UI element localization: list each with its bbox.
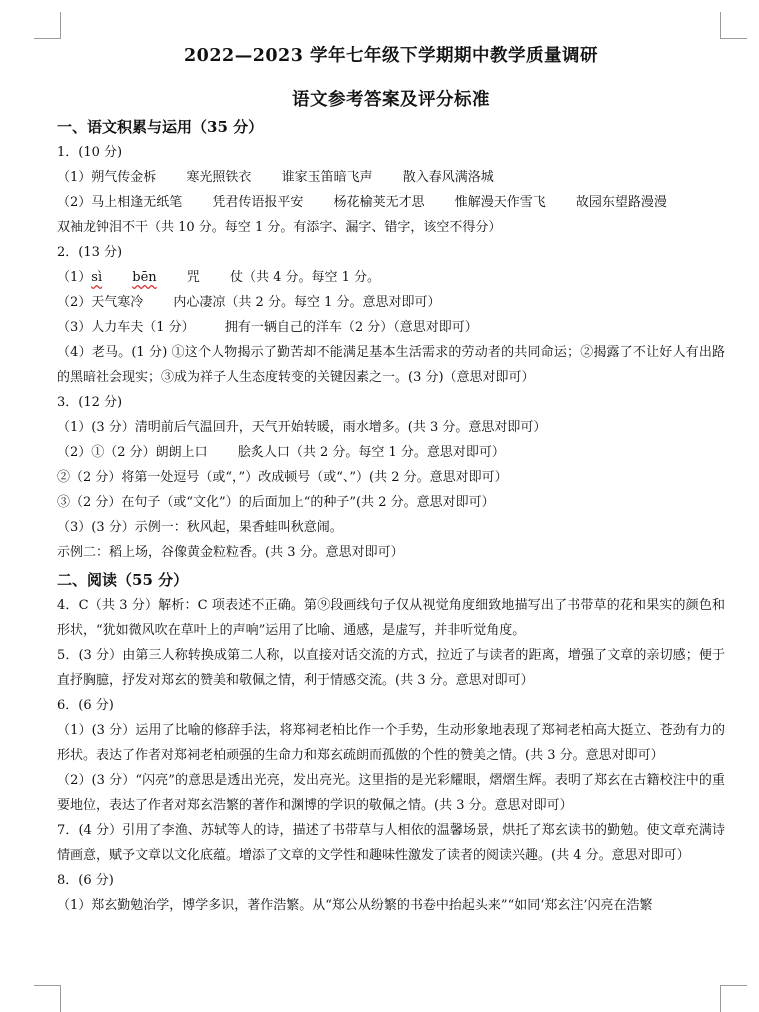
answer-item: 寒光照铁衣 [186, 170, 252, 185]
q2-heading: 2．(13 分) [57, 245, 123, 260]
crop-mark-bottom-left [34, 985, 61, 1012]
answer-item: 仗（共 4 分。每空 1 分。 [229, 270, 381, 285]
answer-item: 谁家玉笛暗飞声 [281, 170, 373, 185]
answer-item: 散入春风满洛城 [402, 170, 494, 185]
section-heading-1: 一、语文积累与运用（35 分） [57, 118, 264, 136]
answer-item: 凭君传语报平安 [212, 195, 304, 210]
document-page [57, 44, 725, 918]
q3-line-1: （1）(3 分）清明前后气温回升，天气开始转暖，雨水增多。(共 3 分。意思对即可） [57, 420, 547, 435]
crop-mark-top-right [720, 12, 747, 39]
document-subtitle: 语文参考答案及评分标准 [292, 90, 490, 110]
pinyin-answer: bēn [132, 270, 157, 285]
section-heading-2: 二、阅读（55 分） [57, 571, 189, 589]
answer-item: 故园东望路漫漫 [575, 195, 667, 210]
crop-mark-bottom-right [720, 985, 747, 1012]
q7-paragraph: 7．(4 分）引用了李渔、苏轼等人的诗，描述了书带草与人相依的温馨场景，烘托了郑玄读书的勤勉。使文章充满诗情画意，赋予文章以文化底蕴。增添了文章的文学性和趣味性激发了读者的阅读兴趣。(共 4 分。意思对即可） [57, 823, 725, 863]
answer-item: 杨花榆荚无才思 [333, 195, 425, 210]
q8-paragraph-1: （1）郑玄勤勉治学，博学多识，著作浩繁。从“郑公从纷繁的书卷中抬起头来”“如同‘郑玄注’闪亮在浩繁 [57, 898, 653, 913]
q1-heading: 1．(10 分) [57, 145, 123, 160]
q6-heading: 6．(6 分) [57, 698, 114, 713]
q1-line-1 [57, 165, 725, 190]
answer-item: 拥有一辆自己的洋车（2 分）（意思对即可） [224, 320, 478, 335]
answer-item: （2）天气寒冷 [57, 295, 144, 310]
q3-heading: 3．(12 分) [57, 395, 123, 410]
pinyin-answer: sì [91, 270, 103, 285]
q2-line-1 [57, 265, 725, 290]
q1-line-3: 双袖龙钟泪不干（共 10 分。每空 1 分。有添字、漏字、错字，该空不得分） [57, 220, 502, 235]
answer-item: 惟解漫天作雪飞 [454, 195, 546, 210]
q6-paragraph-1: （1）(3 分）运用了比喻的修辞手法，将郑祠老柏比作一个手势，生动形象地表现了郑祠老柏高大挺立、苍劲有力的形状。表达了作者对郑祠老柏顽强的生命力和郑玄疏朗而孤傲的个性的赞美之情。(共 3 分。意思对即可） [57, 723, 725, 763]
q2-line-2 [57, 290, 725, 315]
q5-paragraph: 5．(3 分）由第三人称转换成第二人称，以直接对话交流的方式，拉近了与读者的距离，增强了文章的亲切感；便于直抒胸臆，抒发对郑玄的赞美和敬佩之情，利于情感交流。(共 3 分。意思对即可） [57, 648, 725, 688]
answer-item: 咒 [186, 270, 200, 285]
q6-paragraph-2: （2）(3 分）“闪亮”的意思是透出光亮，发出亮光。这里指的是光彩耀眼，熠熠生辉。表明了郑玄在古籍校注中的重要地位，表达了作者对郑玄浩繁的著作和渊博的学识的敬佩之情。(共 3 分。意思对即可） [57, 773, 725, 813]
item-label: （1） [57, 270, 92, 285]
answer-item: （2）马上相逢无纸笔 [57, 195, 183, 210]
q2-paragraph-4: （4）老马。(1 分) ①这个人物揭示了勤苦却不能满足基本生活需求的劳动者的共同命运；②揭露了不让好人有出路的黑暗社会现实；③成为祥子人生态度转变的关键因素之一。(3 分)（意思对即可） [57, 345, 725, 385]
q3-line-4: ③（2 分）在句子（或“文化”）的后面加上“的种子”(共 2 分。意思对即可） [57, 495, 495, 510]
q2-line-3 [57, 315, 725, 340]
q8-heading: 8．(6 分) [57, 873, 114, 888]
q3-line-5: （3）(3 分）示例一：秋风起，果香蛙叫秋意闹。 [57, 520, 343, 535]
answer-item: （1）朔气传金柝 [57, 170, 157, 185]
q3-line-6: 示例二：稻上场，谷像黄金粒粒香。(共 3 分。意思对即可） [57, 545, 404, 560]
q1-line-2 [57, 190, 725, 215]
answer-item: 脍炙人口（共 2 分。每空 1 分。意思对即可） [237, 445, 505, 460]
q3-line-2 [57, 440, 725, 465]
q4-paragraph: 4．C（共 3 分）解析：C 项表述不正确。第⑨段画线句子仅从视觉角度细致地描写出了书带草的花和果实的颜色和形状，“犹如微风吹在草叶上的声响”运用了比喻、通感，是虚写，并非听觉角度。 [57, 598, 725, 638]
document-title: 2022—2023 学年七年级下学期期中教学质量调研 [183, 46, 598, 66]
answer-item: （2）①（2 分）朗朗上口 [57, 445, 208, 460]
answer-item: 内心凄凉（共 2 分。每空 1 分。意思对即可） [173, 295, 441, 310]
q3-line-3: ②（2 分）将第一处逗号（或“，”）改成顿号（或“、”）(共 2 分。意思对即可） [57, 470, 508, 485]
answer-item: （3）人力车夫（1 分） [57, 320, 195, 335]
crop-mark-top-left [34, 12, 61, 39]
